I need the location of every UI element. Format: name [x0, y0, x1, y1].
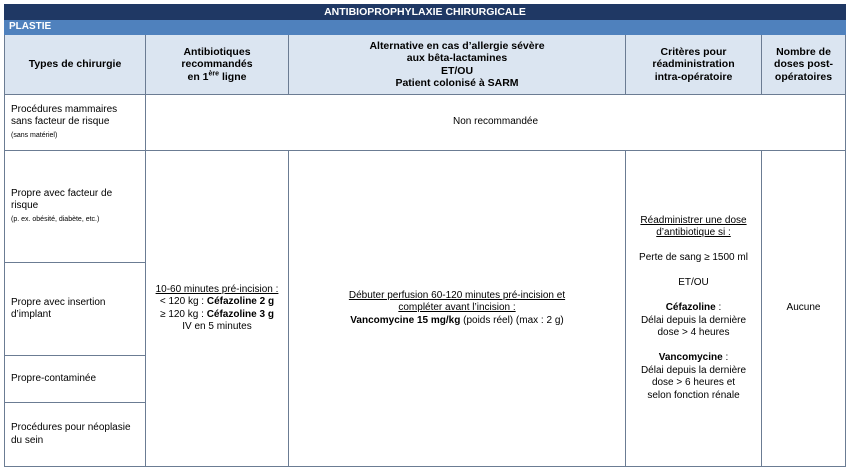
table-title: ANTIBIOPROPHYLAXIE CHIRURGICALE — [5, 5, 846, 20]
section-header: PLASTIE — [5, 20, 846, 35]
row-label-implant: Propre avec insertion d’implant — [5, 263, 146, 356]
header-criteria: Critères pour réadministration intra-opératoire — [626, 35, 762, 95]
antibioprophylaxis-document — [4, 4, 845, 467]
alternative-cell: Débuter perfusion 60-120 minutes pré-incision et compléter avant l’incision : Vancomycine 15 mg/kg (poids réel) (max : 2 g) — [289, 151, 626, 467]
not-recommended-cell: Non recommandée — [146, 95, 846, 151]
table-row — [5, 151, 846, 263]
doses-cell: Aucune — [762, 151, 846, 467]
header-antibiotics: Antibiotiques recommandés en 1ère ligne — [146, 35, 289, 95]
antibiotics-cell: 10-60 minutes pré-incision : < 120 kg : Céfazoline 2 g ≥ 120 kg : Céfazoline 3 g IV en 5 minutes — [146, 151, 289, 467]
header-alternative: Alternative en cas d’allergie sévère aux bêta-lactamines ET/OU Patient colonisé à SARM — [289, 35, 626, 95]
row-label-neoplasie: Procédures pour néoplasie du sein — [5, 403, 146, 467]
table-row — [5, 95, 846, 151]
row-label-facteur: Propre avec facteur de risque (p. ex. obésité, diabète, etc.) — [5, 151, 146, 263]
antibioprophylaxis-table — [4, 4, 846, 467]
header-types: Types de chirurgie — [5, 35, 146, 95]
row-label-mammaires: Procédures mammaires sans facteur de risque (sans matériel) — [5, 95, 146, 151]
row-label-contaminee: Propre-contaminée — [5, 356, 146, 403]
header-doses: Nombre de doses post- opératoires — [762, 35, 846, 95]
column-headers — [5, 35, 846, 95]
criteria-cell: Réadministrer une dose d’antibiotique si : Perte de sang ≥ 1500 ml ET/OU Céfazoline : Délai depuis la dernière dose > 4 heures Vancomycine : Délai depuis la dernière dose > 6 heures et selon fonction rénale — [626, 151, 762, 467]
